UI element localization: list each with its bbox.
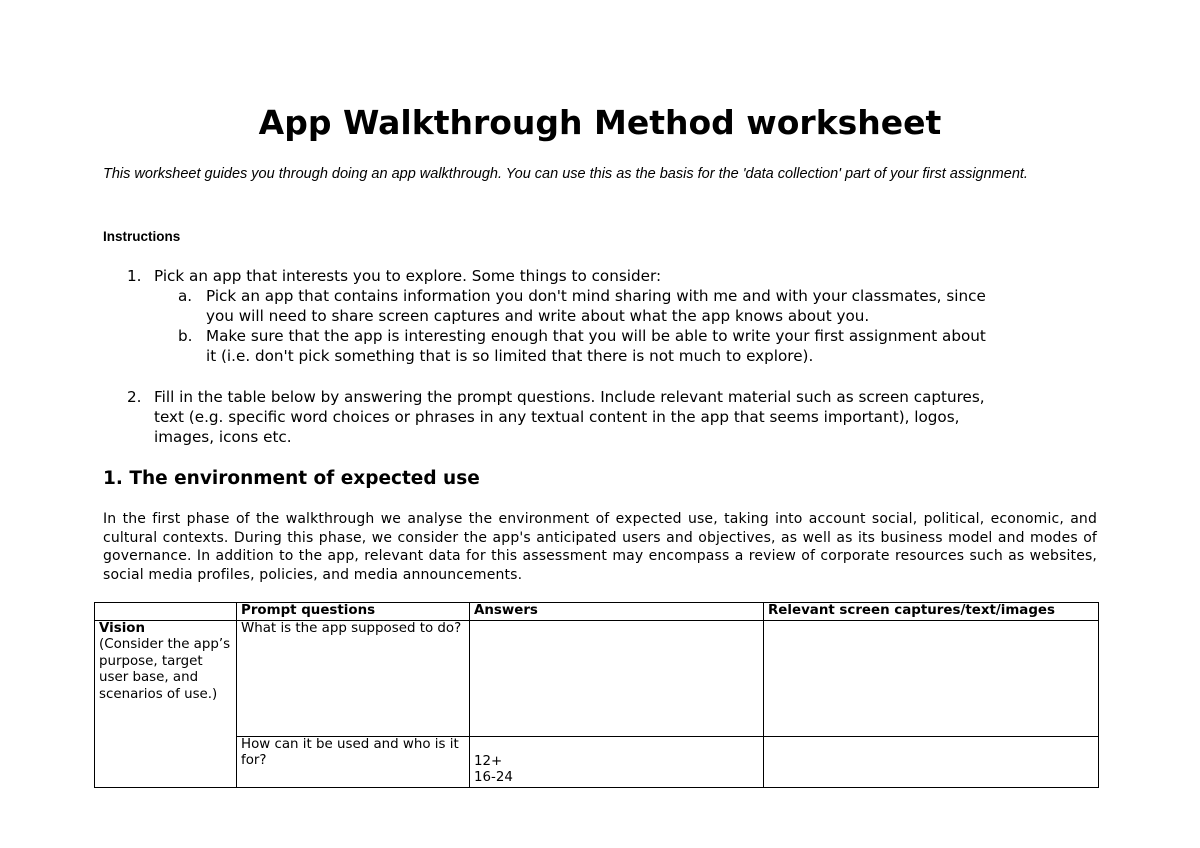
- list-item-text: Pick an app that interests you to explore. Some things to consider:: [154, 267, 662, 285]
- answer-line: 16-24: [474, 770, 513, 785]
- prompt-question-cell: How can it be used and who is it for?: [237, 736, 470, 787]
- vision-note: (Consider the app’s purpose, target user base, and scenarios of use.): [99, 637, 231, 702]
- sub-list-letter: b.: [178, 327, 193, 345]
- sub-list-letter: a.: [178, 287, 193, 305]
- answer-cell[interactable]: [470, 620, 764, 736]
- list-item: [103, 266, 1103, 286]
- sub-list-item: [103, 326, 1103, 366]
- list-number: 2.: [127, 388, 142, 406]
- vision-title: Vision: [99, 620, 146, 636]
- instructions-heading: Instructions: [103, 229, 181, 244]
- table-row: [95, 736, 1099, 787]
- answer-spacer: [474, 737, 759, 754]
- walkthrough-table: [94, 602, 1099, 788]
- section-heading: 1. The environment of expected use: [103, 468, 480, 489]
- vision-cell: [95, 620, 237, 787]
- instructions-list: [103, 266, 1103, 366]
- table-header-empty: [95, 603, 237, 621]
- sub-list-line: Pick an app that contains information you don't mind sharing with me and with your classmates, since: [206, 287, 986, 305]
- table-header-captures: Relevant screen captures/text/images: [764, 603, 1099, 621]
- list-number: 1.: [127, 267, 142, 285]
- intro-text: This worksheet guides you through doing an app walkthrough. You can use this as the basis for the 'data collection' part of your first assignment.: [103, 166, 1028, 182]
- table-row: [95, 620, 1099, 736]
- sub-list-line: Make sure that the app is interesting enough that you will be able to write your first assignment about: [206, 327, 986, 345]
- list-item-line: Fill in the table below by answering the prompt questions. Include relevant material such as screen captures,: [154, 388, 985, 406]
- list-item-line: text (e.g. specific word choices or phrases in any textual content in the app that seems important), logos,: [154, 408, 960, 426]
- list-item-line: images, icons etc.: [154, 428, 292, 446]
- page-title: App Walkthrough Method worksheet: [258, 103, 942, 142]
- table-header-row: [95, 603, 1099, 621]
- captures-cell[interactable]: [764, 620, 1099, 736]
- captures-cell[interactable]: [764, 736, 1099, 787]
- answer-cell[interactable]: [470, 736, 764, 787]
- sub-list-line: you will need to share screen captures and write about what the app knows about you.: [206, 307, 870, 325]
- list-item: [103, 387, 1103, 447]
- sub-list-line: it (i.e. don't pick something that is so limited that there is not much to explore).: [206, 347, 814, 365]
- table-header-prompt: Prompt questions: [237, 603, 470, 621]
- instructions-list-2: [103, 387, 1103, 447]
- answer-line: 12+: [474, 753, 503, 769]
- prompt-question-cell: What is the app supposed to do?: [237, 620, 470, 736]
- table-header-answers: Answers: [470, 603, 764, 621]
- sub-list-item: [103, 286, 1103, 326]
- section-paragraph: In the first phase of the walkthrough we analyse the environment of expected use, taking into account social, political, economic, and cultural contexts. During this phase, we consider the app's anticipated users and objectives, as well as its business model and modes of governance. In addition to the app, relevant data for this assessment may encompass a review of corporate resources such as websites, social media profiles, policies, and media announcements.: [103, 511, 1097, 583]
